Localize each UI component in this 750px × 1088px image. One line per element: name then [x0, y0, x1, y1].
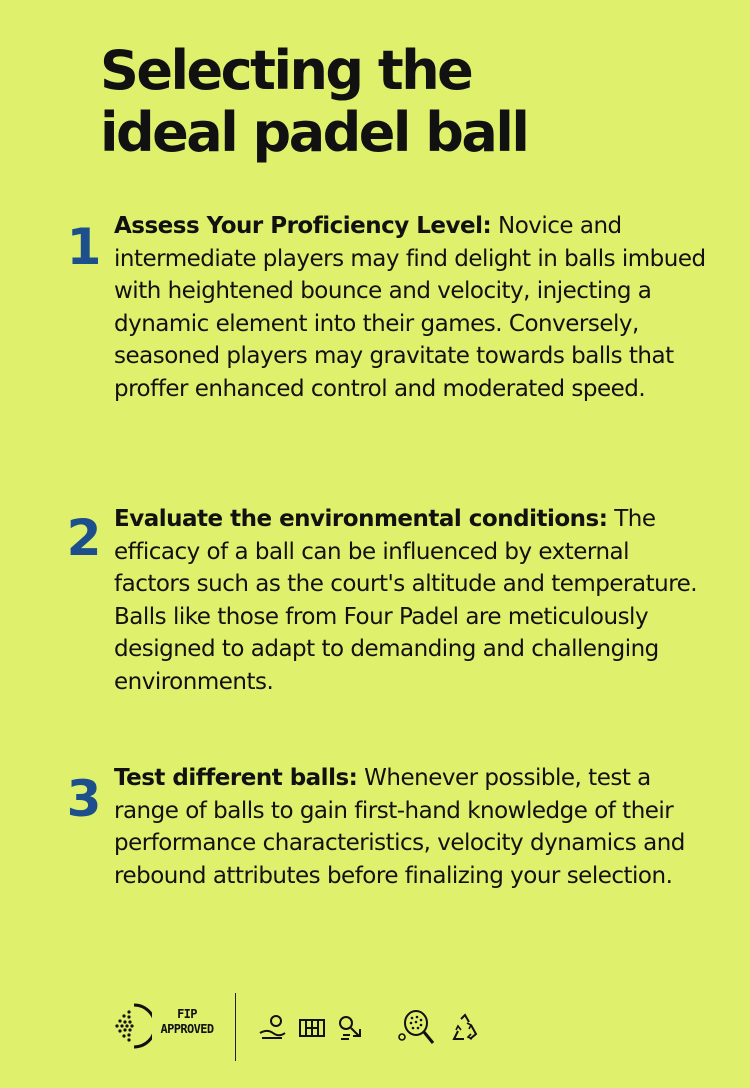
step-number: 3	[66, 770, 102, 828]
step-text	[114, 210, 710, 405]
footer-divider	[235, 993, 236, 1061]
step-number: 1	[66, 218, 102, 276]
step-text	[114, 762, 710, 892]
step-text	[114, 503, 710, 698]
page-title: Selecting the ideal padel ball	[100, 39, 528, 164]
step-heading: Test different balls:	[114, 765, 358, 791]
step-heading: Assess Your Proficiency Level:	[114, 213, 492, 239]
racket-ball-icon	[396, 1007, 438, 1047]
fip-approved-label: FIP APPROVED	[160, 1007, 214, 1036]
bounce-icon	[257, 1013, 287, 1043]
feature-footer	[0, 993, 750, 1063]
step-body: Whenever possible, test a range of balls to gain first-hand knowledge of their performance characteristics, velocity dynamics and rebound attributes before finalizing your selection.	[114, 765, 685, 889]
step-heading: Evaluate the environmental conditions:	[114, 506, 608, 532]
fip-ball-icon	[112, 1001, 152, 1051]
court-icon	[297, 1013, 327, 1043]
step-body: Novice and intermediate players may find delight in balls imbued with heightened bounce and velocity, injecting a dynamic element into their games. Conversely, seasoned players may gravitate towards balls that proffer enhanced control and moderated speed.	[114, 213, 706, 402]
step-body: The efficacy of a ball can be influenced by external factors such as the court's altitude and temperature. Balls like those from Four Padel are meticulously designed to adapt to demanding and challenging environments.	[114, 506, 698, 695]
recycle-icon	[450, 1013, 480, 1043]
speed-icon	[337, 1013, 367, 1043]
step-number: 2	[66, 509, 102, 567]
